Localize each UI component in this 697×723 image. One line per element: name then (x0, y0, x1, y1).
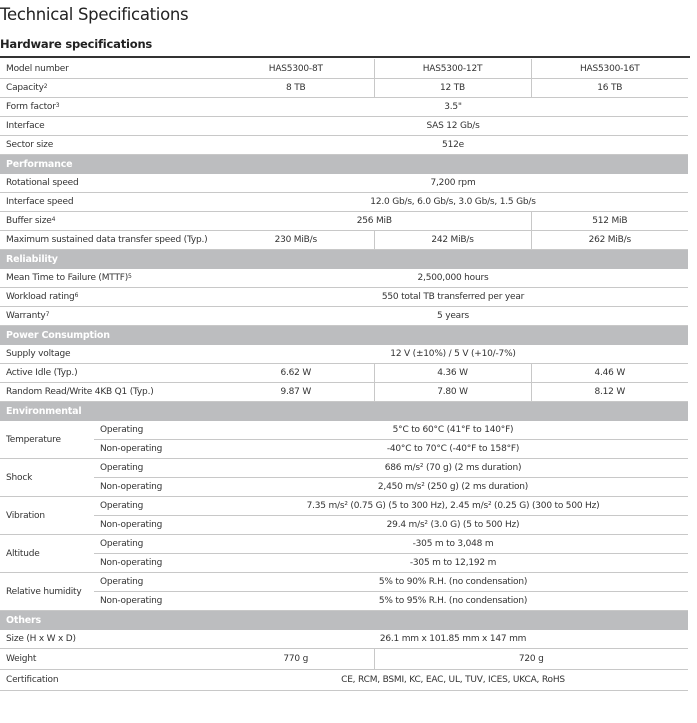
cell-value: 720 g (374, 649, 688, 670)
cell-value: 16 TB (531, 79, 688, 98)
sub-label: Non-operating (94, 478, 218, 497)
cell-value: -305 m to 3,048 m (218, 535, 688, 554)
cell-value: 7.80 W (374, 383, 531, 402)
table-row (0, 421, 688, 440)
row-label: Altitude (0, 535, 94, 573)
group-header-power (0, 326, 688, 345)
group-header-environmental (0, 402, 688, 421)
table-row (0, 364, 688, 383)
table-row (0, 670, 688, 691)
table-row (0, 345, 688, 364)
page-title: Technical Specifications (0, 5, 189, 24)
model-8t: HAS5300-8T (218, 59, 374, 79)
group-title: Environmental (0, 402, 688, 421)
sub-label: Non-operating (94, 516, 218, 535)
model-12t: HAS5300-12T (374, 59, 531, 79)
table-row (0, 535, 688, 554)
cell-value: 5% to 90% R.H. (no condensation) (218, 573, 688, 592)
table-row (0, 174, 688, 193)
cell-value: 262 MiB/s (531, 231, 688, 250)
table-row (0, 478, 688, 497)
cell-value: 29.4 m/s² (3.0 G) (5 to 500 Hz) (218, 516, 688, 535)
row-label: Random Read/Write 4KB Q1 (Typ.) (0, 383, 218, 402)
cell-value: 9.87 W (218, 383, 374, 402)
table-row (0, 516, 688, 535)
sub-label: Operating (94, 535, 218, 554)
cell-value: 7.35 m/s² (0.75 G) (5 to 300 Hz), 2.45 m/s² (0.25 G) (300 to 500 Hz) (218, 497, 688, 516)
table-row (0, 136, 688, 155)
cell-value: CE, RCM, BSMI, KC, EAC, UL, TUV, ICES, UKCA, RoHS (218, 670, 688, 691)
cell-value: 5°C to 60°C (41°F to 140°F) (218, 421, 688, 440)
cell-value: 242 MiB/s (374, 231, 531, 250)
cell-value: 5 years (218, 307, 688, 326)
group-header-others (0, 611, 688, 630)
section-rule (0, 56, 690, 58)
cell-value: -305 m to 12,192 m (218, 554, 688, 573)
cell-value: 512 MiB (531, 212, 688, 231)
cell-value: 6.62 W (218, 364, 374, 383)
spec-table (0, 59, 688, 691)
cell-value: 8 TB (218, 79, 374, 98)
table-row (0, 307, 688, 326)
row-label: Rotational speed (0, 174, 218, 193)
cell-value: 7,200 rpm (218, 174, 688, 193)
table-row (0, 59, 688, 79)
group-header-reliability (0, 250, 688, 269)
table-row (0, 630, 688, 649)
table-row (0, 440, 688, 459)
cell-value: 230 MiB/s (218, 231, 374, 250)
table-row (0, 288, 688, 307)
cell-value: 770 g (218, 649, 374, 670)
group-title: Reliability (0, 250, 688, 269)
table-row (0, 117, 688, 136)
row-label: Mean Time to Failure (MTTF)$^5$ (0, 269, 218, 288)
cell-value: 686 m/s² (70 g) (2 ms duration) (218, 459, 688, 478)
row-label: Relative humidity (0, 573, 94, 611)
row-label: Model number (0, 59, 218, 79)
table-row (0, 459, 688, 478)
cell-value: 2,500,000 hours (218, 269, 688, 288)
table-row (0, 554, 688, 573)
section-title: Hardware specifications (0, 37, 153, 51)
cell-value: 256 MiB (218, 212, 531, 231)
row-label: Sector size (0, 136, 218, 155)
sub-label: Non-operating (94, 592, 218, 611)
cell-value: 12 V (±10%) / 5 V (+10/-7%) (218, 345, 688, 364)
table-row (0, 212, 688, 231)
row-label: Capacity$^2$ (0, 79, 218, 98)
row-label: Interface speed (0, 193, 218, 212)
model-16t: HAS5300-16T (531, 59, 688, 79)
cell-value: -40°C to 70°C (-40°F to 158°F) (218, 440, 688, 459)
sub-label: Non-operating (94, 554, 218, 573)
table-row (0, 573, 688, 592)
table-row (0, 231, 688, 250)
sub-label: Non-operating (94, 440, 218, 459)
cell-value: 26.1 mm x 101.85 mm x 147 mm (218, 630, 688, 649)
row-label: Workload rating$^6$ (0, 288, 218, 307)
cell-value: 4.36 W (374, 364, 531, 383)
group-header-performance (0, 155, 688, 174)
cell-value: 12.0 Gb/s, 6.0 Gb/s, 3.0 Gb/s, 1.5 Gb/s (218, 193, 688, 212)
cell-value: 2,450 m/s² (250 g) (2 ms duration) (218, 478, 688, 497)
row-label: Supply voltage (0, 345, 218, 364)
row-label: Buffer size$^4$ (0, 212, 218, 231)
table-row (0, 649, 688, 670)
table-row (0, 269, 688, 288)
row-label: Active Idle (Typ.) (0, 364, 218, 383)
row-label: Form factor$^3$ (0, 98, 218, 117)
cell-value: 3.5" (218, 98, 688, 117)
cell-value: 512e (218, 136, 688, 155)
group-title: Performance (0, 155, 688, 174)
cell-value: 12 TB (374, 79, 531, 98)
table-row (0, 193, 688, 212)
row-label: Weight (0, 649, 218, 670)
sub-label: Operating (94, 421, 218, 440)
cell-value: 4.46 W (531, 364, 688, 383)
table-row (0, 383, 688, 402)
sub-label: Operating (94, 573, 218, 592)
row-label: Shock (0, 459, 94, 497)
cell-value: 8.12 W (531, 383, 688, 402)
sub-label: Operating (94, 459, 218, 478)
table-row (0, 592, 688, 611)
row-label: Certification (0, 670, 218, 691)
table-row (0, 98, 688, 117)
table-row (0, 497, 688, 516)
row-label: Maximum sustained data transfer speed (Typ.) (0, 231, 218, 250)
cell-value: 550 total TB transferred per year (218, 288, 688, 307)
row-label: Interface (0, 117, 218, 136)
sub-label: Operating (94, 497, 218, 516)
group-title: Others (0, 611, 688, 630)
row-label: Warranty$^7$ (0, 307, 218, 326)
table-row (0, 79, 688, 98)
row-label: Size (H x W x D) (0, 630, 218, 649)
group-title: Power Consumption (0, 326, 688, 345)
row-label: Vibration (0, 497, 94, 535)
row-label: Temperature (0, 421, 94, 459)
cell-value: 5% to 95% R.H. (no condensation) (218, 592, 688, 611)
cell-value: SAS 12 Gb/s (218, 117, 688, 136)
